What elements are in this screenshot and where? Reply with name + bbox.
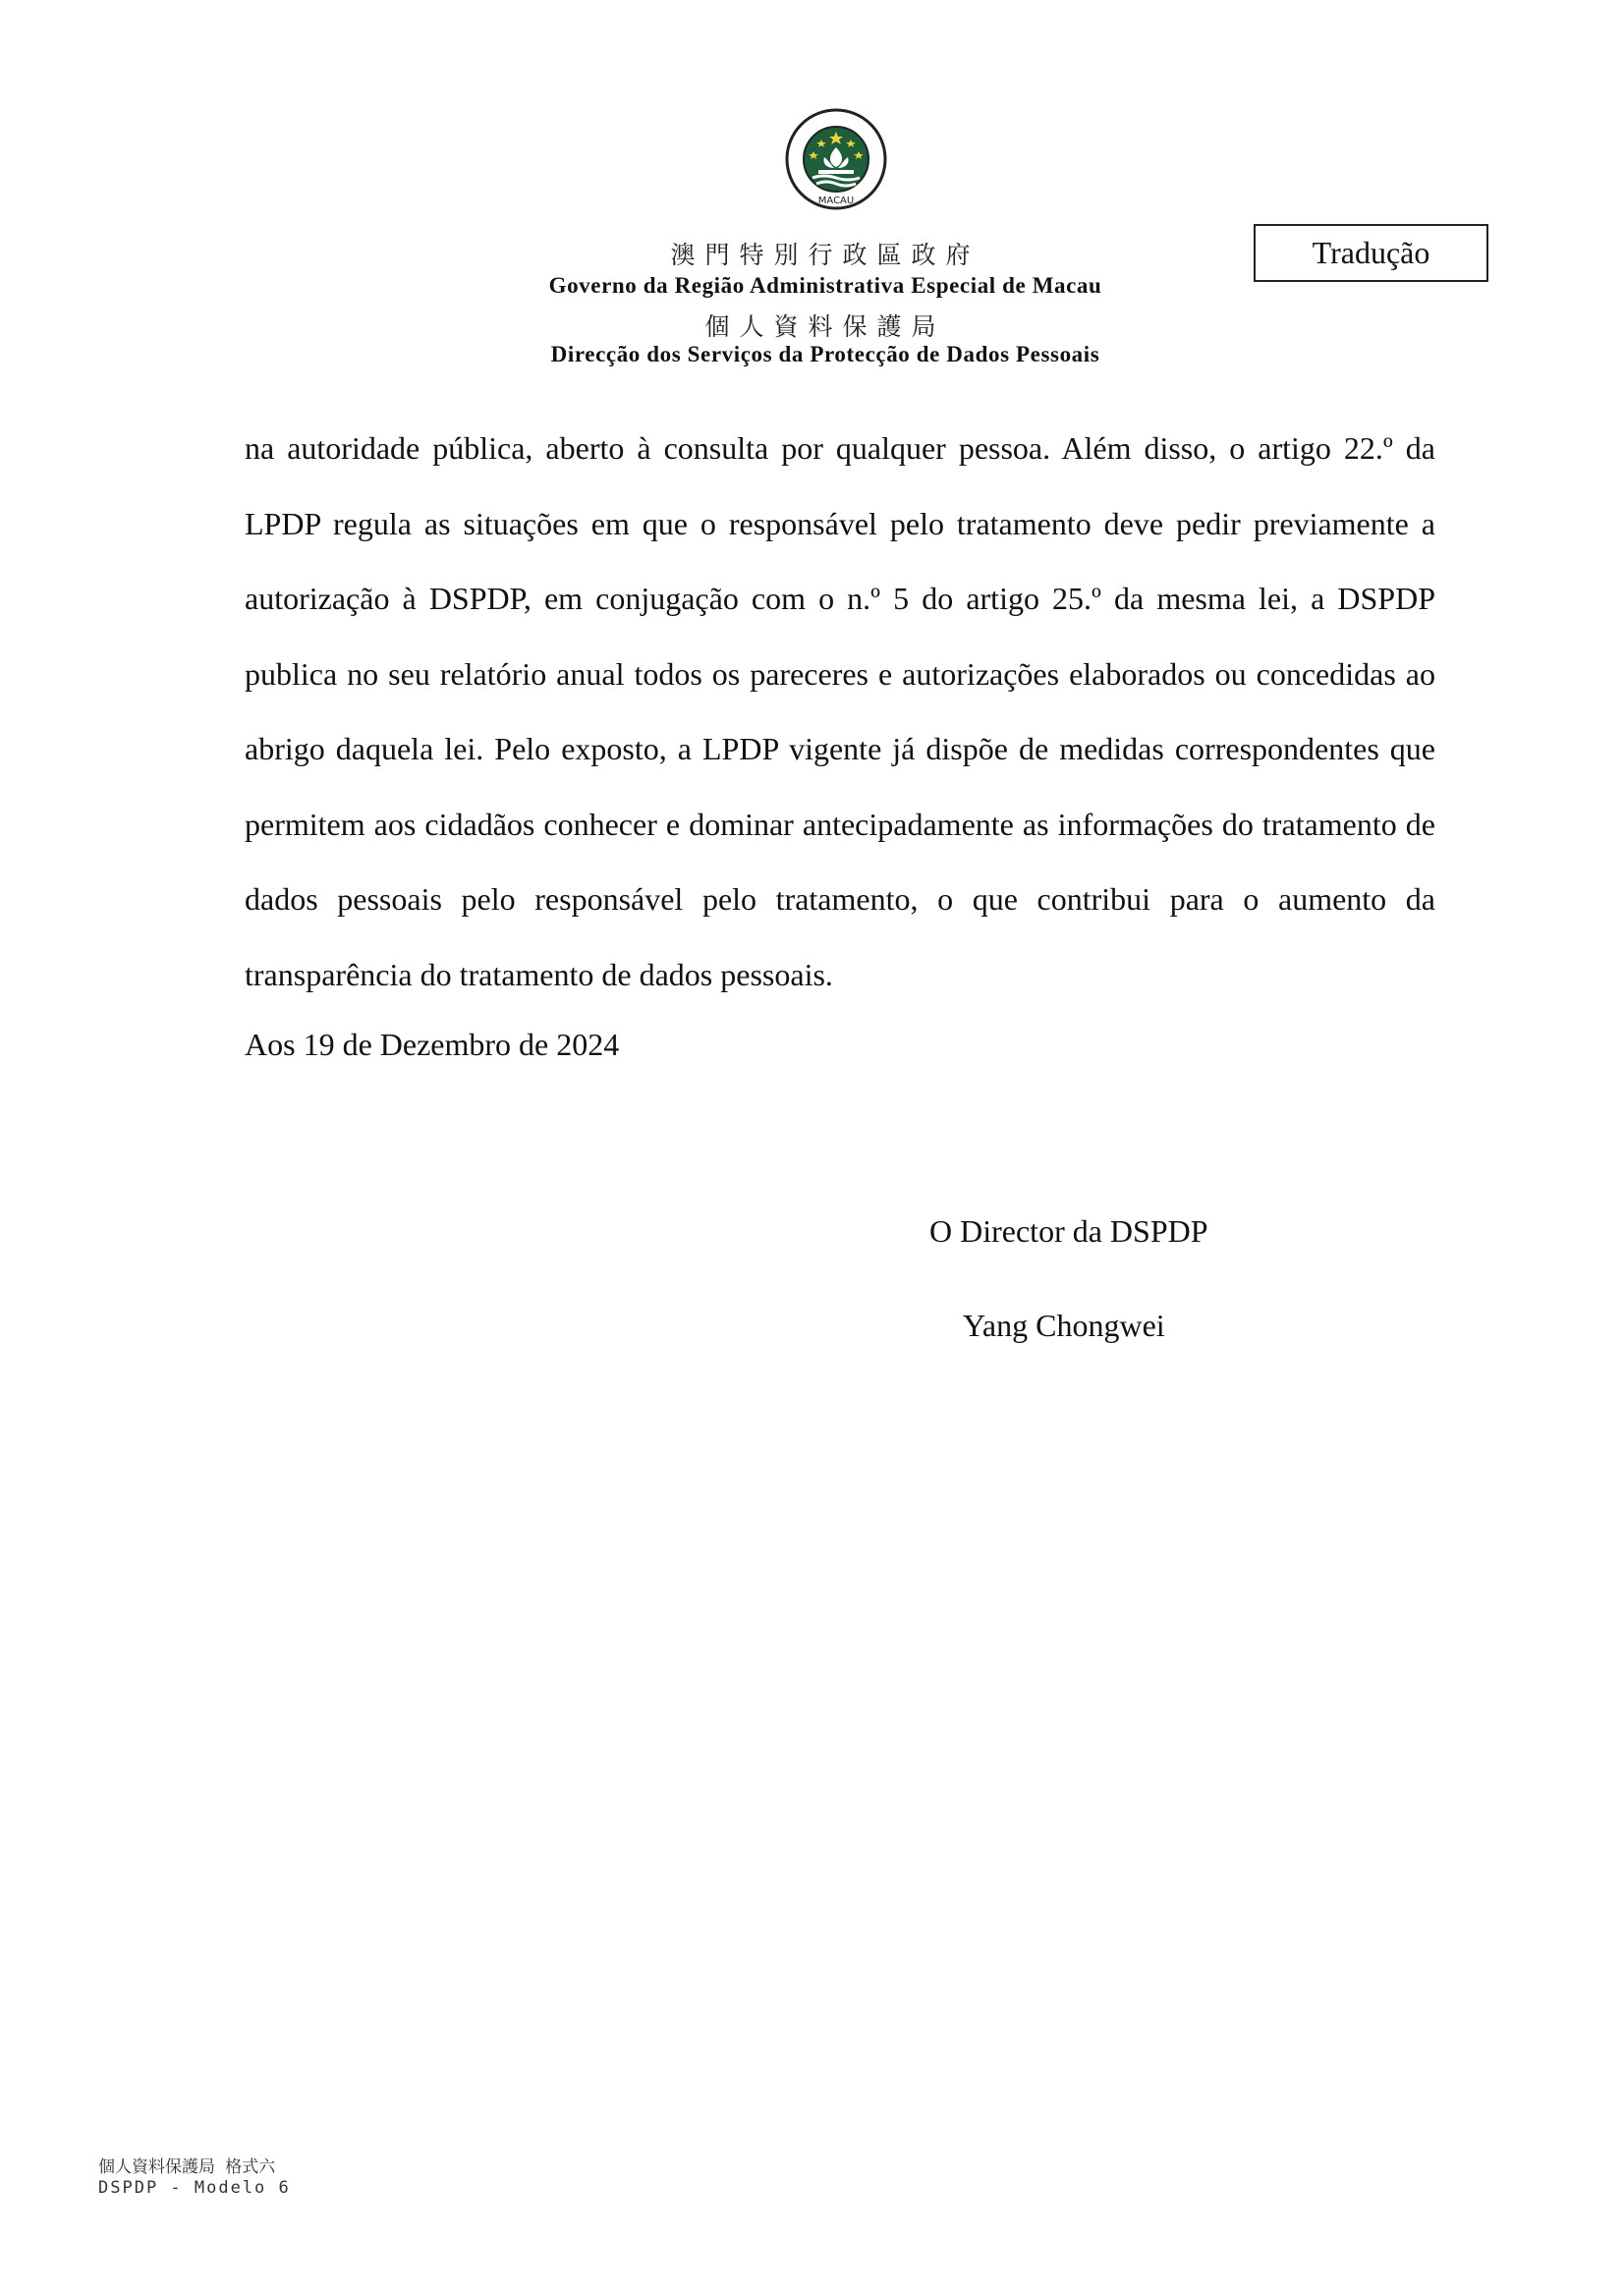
footer-line-chinese: 個人資料保護局 格式六 — [98, 2157, 276, 2177]
translation-stamp-label: Tradução — [1312, 235, 1430, 270]
government-name-chinese: 澳門特別行政區政府 — [670, 241, 980, 269]
translation-stamp — [1254, 224, 1488, 282]
footer-line-model: DSPDP - Modelo 6 — [98, 2178, 291, 2198]
form-footer — [98, 2157, 291, 2199]
government-name-portuguese: Governo da Região Administrativa Especial de Macau — [548, 273, 1102, 298]
macau-emblem-icon — [767, 108, 905, 216]
department-name-chinese: 個人資料保護局 — [704, 312, 946, 341]
body-paragraph: na autoridade pública, aberto à consulta por qualquer pessoa. Além disso, o artigo 22.º da LPDP regula as situações em que o responsável pelo tratamento deve pedir previamente a autorização à DSPDP, em conjugação com o n.º 5 do artigo 25.º da mesma lei, a DSPDP publica no seu relatório anual todos os pareceres e autorizações elaborados ou concedidas ao abrigo daquela lei. Pelo exposto, a LPDP vigente já dispõe de medidas correspondentes que permitem aos cidadãos conhecer e dominar antecipadamente as informações do tratamento de dados pessoais pelo responsável pelo tratamento, o que contribui para o aumento da transparência do tratamento de dados pessoais. — [245, 430, 1435, 992]
department-name-portuguese: Direcção dos Serviços da Protecção de Dados Pessoais — [550, 342, 1100, 366]
emblem-text: MACAU — [817, 196, 855, 206]
macau-emblem — [767, 108, 905, 216]
document-body — [245, 411, 1435, 1012]
signatory-title: O Director da DSPDP — [929, 1213, 1208, 1249]
document-date: Aos 19 de Dezembro de 2024 — [245, 1027, 620, 1062]
signatory-name: Yang Chongwei — [963, 1308, 1165, 1343]
